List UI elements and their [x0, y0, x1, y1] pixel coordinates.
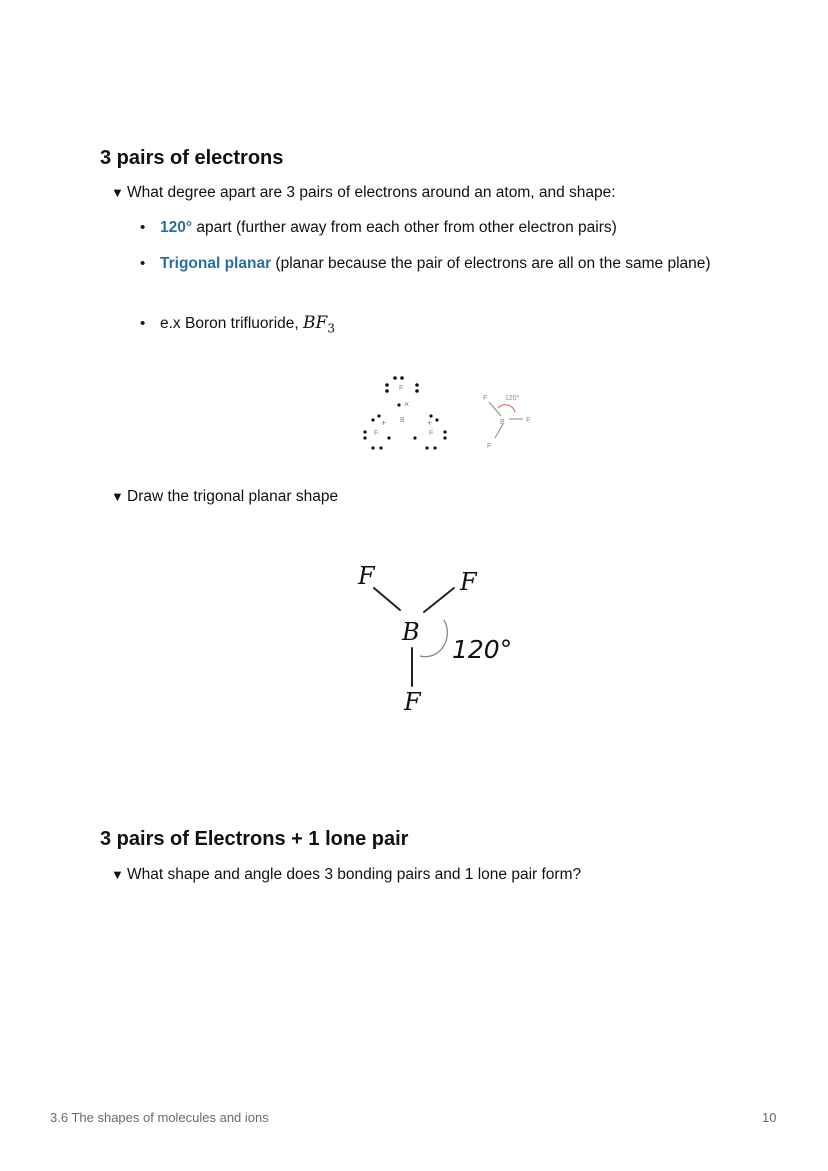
bullet-text: apart (further away from each other from other electron pairs)	[192, 219, 617, 236]
toggle-question-draw[interactable]	[111, 488, 338, 506]
section-heading: 3 pairs of electrons	[100, 147, 284, 169]
bullet-text: (planar because the pair of electrons are all on the same plane)	[271, 255, 711, 272]
svg-text:F: F	[483, 395, 488, 402]
svg-text:F: F	[487, 443, 492, 450]
atom-label: F	[460, 568, 477, 596]
toggle-triangle-icon[interactable]: ▼	[111, 867, 124, 882]
toggle-triangle-icon[interactable]: ▼	[111, 185, 124, 200]
math-formula: $BF_3$	[303, 313, 335, 336]
list-item	[140, 215, 740, 240]
footer-title: 3.6 The shapes of molecules and ions	[50, 1110, 269, 1125]
svg-text:B: B	[500, 419, 505, 426]
bond-line	[424, 588, 454, 612]
list-item	[140, 311, 720, 341]
bf3-dot-cross-figure	[355, 360, 555, 460]
svg-text:F: F	[526, 417, 531, 424]
svg-text:F: F	[399, 385, 404, 392]
toggle-question-text: What degree apart are 3 pairs of electrons around an atom, and shape:	[127, 184, 616, 201]
svg-text:120°: 120°	[505, 395, 520, 402]
toggle-question-text: What shape and angle does 3 bonding pairs and 1 lone pair form?	[127, 866, 582, 883]
bullet-text: e.x Boron trifluoride,	[160, 315, 304, 332]
electron-dots	[363, 376, 446, 449]
small-structure	[489, 402, 523, 438]
atom-label: F	[404, 688, 421, 716]
toggle-question-text: Draw the trigonal planar shape	[127, 488, 339, 505]
svg-text:F: F	[374, 430, 379, 437]
atom-labels	[374, 385, 433, 437]
page-number: 10	[762, 1110, 777, 1125]
bullet-dot-icon: •	[140, 315, 146, 332]
bullet-dot-icon: •	[140, 255, 146, 272]
atom-label: F	[358, 562, 375, 590]
trigonal-planar-figure	[350, 558, 530, 723]
cross-marks	[381, 399, 432, 428]
angle-arc	[420, 620, 447, 657]
atom-label: B	[402, 618, 420, 646]
list-item	[140, 251, 720, 276]
svg-text:F: F	[429, 430, 434, 437]
toggle-triangle-icon[interactable]: ▼	[111, 489, 124, 504]
svg-text:+: +	[381, 418, 387, 428]
section-heading: 3 pairs of Electrons + 1 lone pair	[100, 828, 409, 850]
bullet-dot-icon: •	[140, 219, 146, 236]
highlight-text: 120°	[160, 219, 193, 236]
highlight-text: Trigonal planar	[160, 255, 272, 272]
bond-line	[374, 588, 400, 610]
svg-text:×: ×	[404, 399, 410, 409]
small-structure-labels	[483, 394, 530, 450]
toggle-question-lone-pair[interactable]	[111, 866, 581, 884]
svg-text:B: B	[400, 417, 405, 424]
toggle-question-angle[interactable]	[111, 184, 616, 202]
svg-text:+: +	[427, 418, 433, 428]
angle-label: 120°	[452, 635, 513, 664]
